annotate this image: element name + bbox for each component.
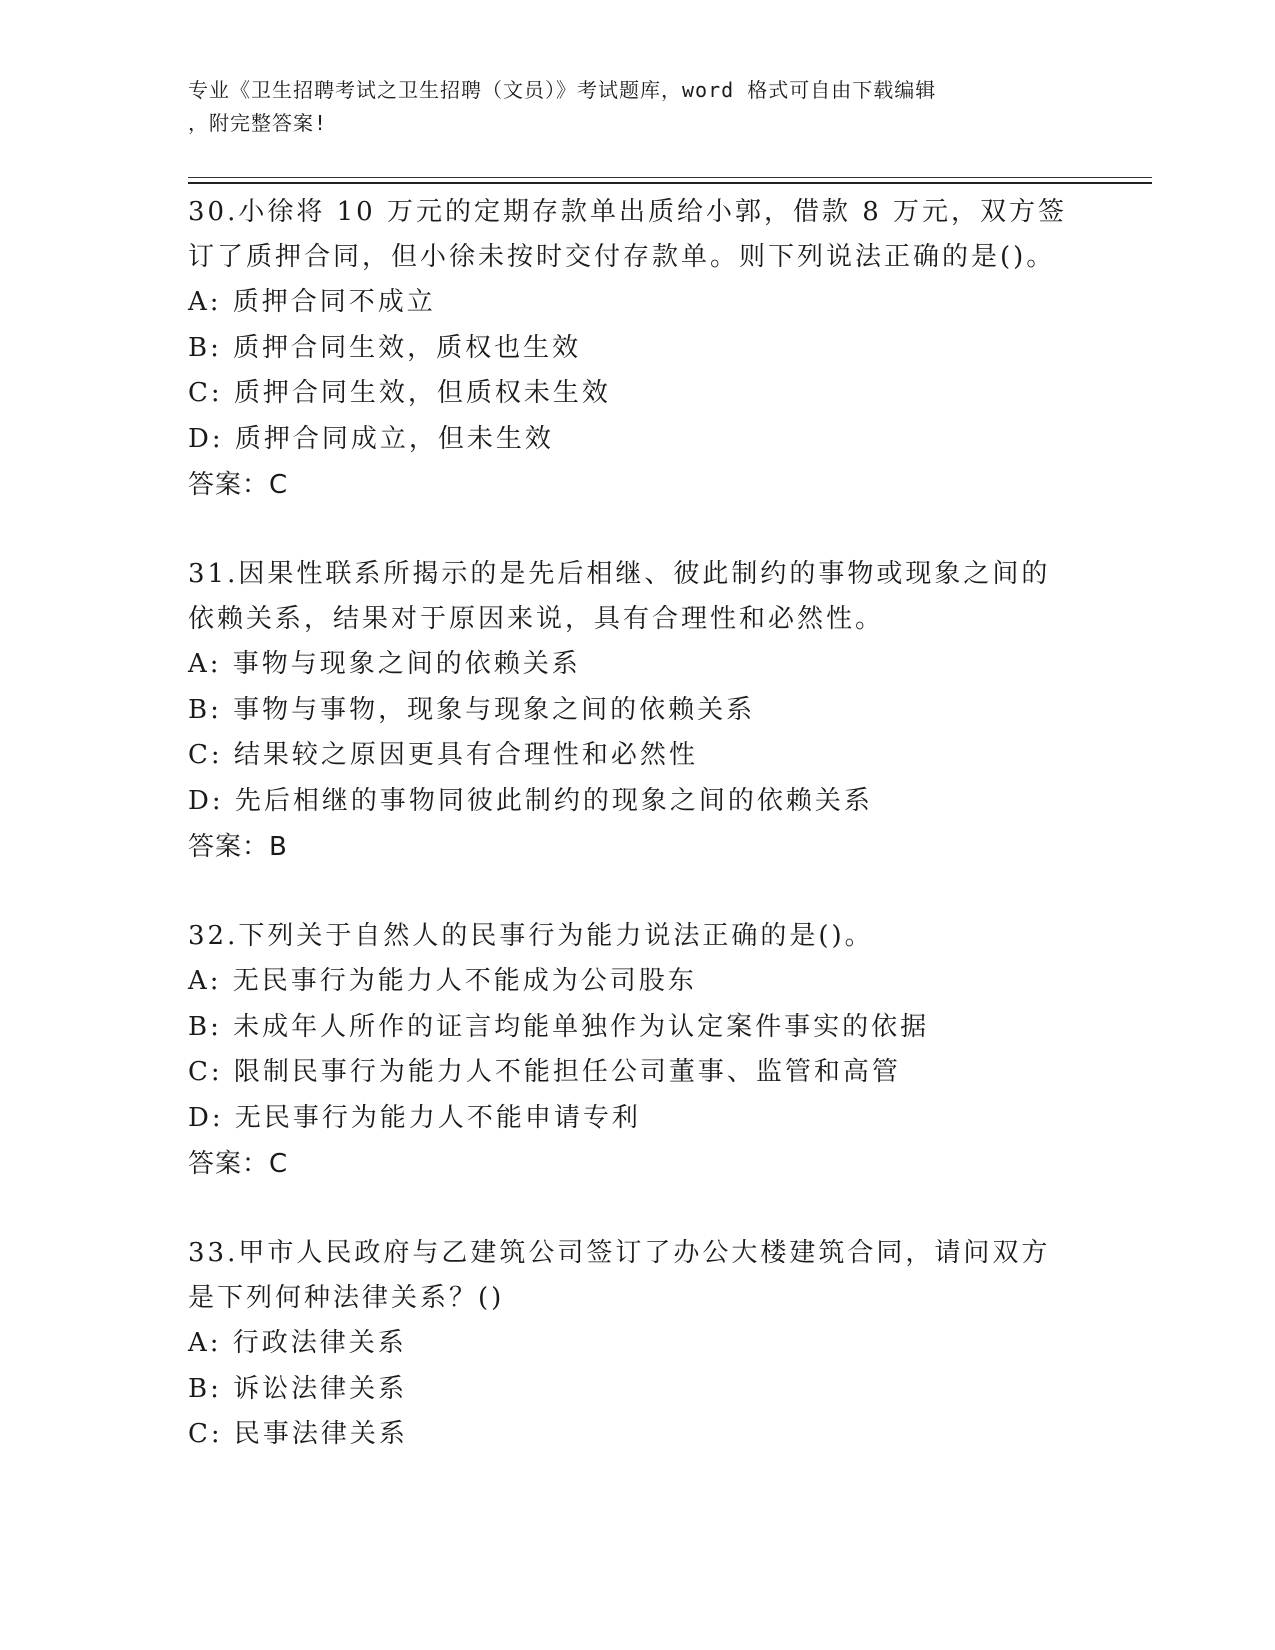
question-text: 30.小徐将 10 万元的定期存款单出质给小郭，借款 8 万元，双方签订了质押合同，但小徐未按时交付存款单。则下列说法正确的是()。 (188, 197, 1068, 272)
question-30 (188, 190, 1078, 508)
header-divider-thick (188, 182, 1152, 184)
option-b: B: 事物与事物，现象与现象之间的依赖关系 (188, 694, 756, 725)
answer-line: 答案：B (188, 832, 288, 862)
option-c: C: 结果较之原因更具有合理性和必然性 (188, 740, 698, 770)
option-a: A: 行政法律关系 (188, 1328, 407, 1358)
option-b: B: 未成年人所作的证言均能单独作为认定案件事实的依据 (188, 1011, 930, 1042)
answer-line: 答案：C (188, 1149, 289, 1179)
option-c: C: 质押合同生效，但质权未生效 (188, 378, 611, 408)
question-text: 32.下列关于自然人的民事行为能力说法正确的是()。 (188, 921, 874, 951)
option-c: C: 民事法律关系 (188, 1419, 408, 1449)
option-b: B: 质押合同生效，质权也生效 (188, 332, 582, 363)
option-d: D: 先后相继的事物同彼此制约的现象之间的依赖关系 (188, 785, 873, 816)
option-d: D: 无民事行为能力人不能申请专利 (188, 1102, 641, 1133)
answer-line: 答案：C (188, 470, 289, 500)
question-text: 31.因果性联系所揭示的是先后相继、彼此制约的事物或现象之间的依赖关系，结果对于原因来说，具有合理性和必然性。 (188, 559, 1051, 634)
option-b: B: 诉讼法律关系 (188, 1373, 408, 1404)
header-divider-thin (188, 177, 1152, 178)
question-33 (188, 1231, 1078, 1458)
header-line-1: 专业《卫生招聘考试之卫生招聘（文员）》考试题库，word 格式可自由下载编辑 (188, 78, 937, 102)
document-header (188, 74, 1068, 140)
question-text: 33.甲市人民政府与乙建筑公司签订了办公大楼建筑合同，请问双方是下列何种法律关系？() (188, 1238, 1051, 1313)
header-line-2: ，附完整答案! (188, 111, 328, 135)
option-a: A: 质押合同不成立 (188, 287, 436, 317)
option-a: A: 无民事行为能力人不能成为公司股东 (188, 966, 697, 996)
option-c: C: 限制民事行为能力人不能担任公司董事、监管和高管 (188, 1057, 901, 1087)
option-a: A: 事物与现象之间的依赖关系 (188, 649, 581, 679)
question-31 (188, 552, 1078, 870)
option-d: D: 质押合同成立，但未生效 (188, 423, 554, 454)
question-list (188, 190, 1078, 1502)
question-32 (188, 914, 1078, 1187)
